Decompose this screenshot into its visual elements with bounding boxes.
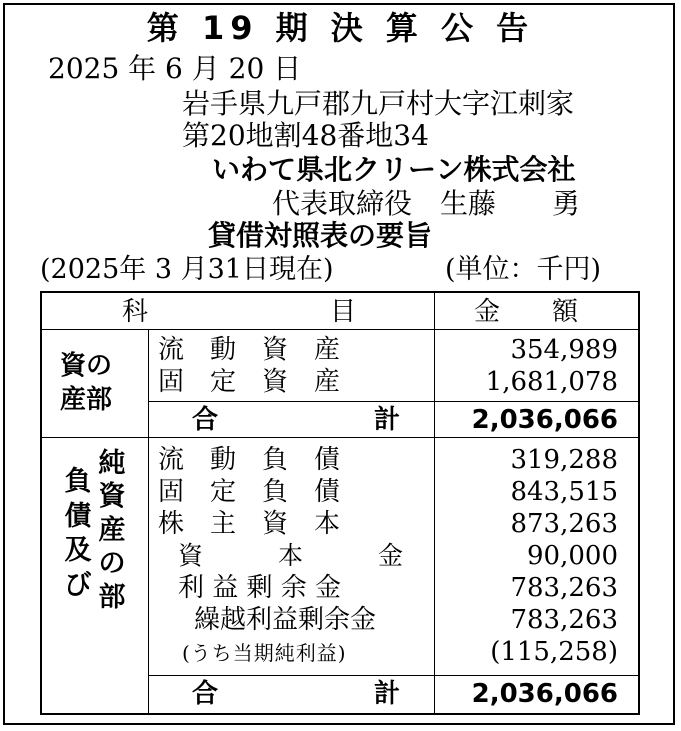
assets-label-line1: 資の — [60, 351, 113, 381]
label-char: 及 — [64, 535, 92, 567]
asset-row-value: 1,681,078 — [485, 367, 618, 397]
representative-name: 生藤 勇 — [440, 187, 581, 220]
label-char: 純 — [98, 448, 126, 479]
asset-row-name: 流 動 資 産 — [158, 335, 341, 365]
liability-row-value: (115,258) — [490, 637, 618, 667]
company-name: いわて県北クリーン株式会社 — [212, 153, 576, 186]
item-column-header: 科 目 — [122, 297, 357, 327]
header-divider — [42, 329, 638, 330]
label-char: の — [98, 548, 126, 580]
balance-sheet-table — [40, 291, 640, 715]
assets-label-line2: 産部 — [60, 385, 113, 415]
liabilities-total-divider — [148, 675, 638, 676]
asset-row-value: 354,989 — [510, 335, 618, 365]
address-line-2: 第20地割48番地34 — [182, 119, 429, 152]
label-char: 債 — [64, 500, 92, 532]
asset-row-name: 固 定 資 産 — [158, 367, 341, 397]
notice-title: 第 19 期 決 算 公 告 — [146, 9, 535, 47]
assets-total-value: 2,036,066 — [471, 405, 618, 435]
liability-row-name: 資 本 金 — [178, 541, 404, 570]
statement-title: 貸借対照表の要旨 — [208, 219, 433, 252]
liability-row-value: 873,263 — [510, 509, 618, 539]
liabilities-label-col2 — [98, 447, 126, 614]
liability-row-name: 固 定 負 債 — [158, 477, 341, 507]
liability-row-value: 783,263 — [510, 605, 618, 635]
label-column-divider — [148, 329, 149, 713]
liabilities-total-value: 2,036,066 — [471, 679, 618, 709]
liability-row-name: 株 主 資 本 — [158, 509, 341, 539]
liability-row-value: 783,263 — [510, 573, 618, 603]
section-divider — [42, 437, 638, 438]
liability-row-value: 90,000 — [527, 541, 618, 571]
unit-label: (単位：千円) — [445, 254, 602, 285]
assets-total-label: 合 計 — [192, 405, 401, 435]
liabilities-label-col1 — [64, 465, 92, 603]
label-char: 部 — [98, 581, 126, 613]
assets-total-divider — [148, 401, 638, 402]
liability-row-value: 843,515 — [510, 477, 618, 507]
notice-date: 2025 年 6 月 20 日 — [48, 52, 302, 85]
label-char: び — [64, 569, 92, 601]
address-line-1: 岩手県九戸郡九戸村大字江刺家 — [182, 87, 575, 120]
liabilities-total-label: 合 計 — [192, 679, 401, 709]
liability-row-name: (うち当期純利益) — [182, 641, 347, 665]
label-char: 資 — [98, 481, 126, 513]
representative — [272, 187, 581, 220]
representative-title: 代表取締役 — [272, 187, 413, 220]
liability-row-name: 流 動 負 債 — [158, 445, 341, 475]
label-char: 産 — [98, 514, 126, 546]
liability-row-name: 繰越利益剰余金 — [194, 605, 377, 635]
liability-row-value: 319,288 — [510, 445, 618, 475]
amount-column-header: 金 額 — [474, 297, 579, 327]
amount-column-divider — [434, 293, 435, 713]
label-char: 負 — [64, 466, 92, 497]
liability-row-name: 利 益 剰 余 金 — [178, 573, 342, 603]
as-of-date: (2025年 3 月31日現在) — [40, 254, 334, 285]
